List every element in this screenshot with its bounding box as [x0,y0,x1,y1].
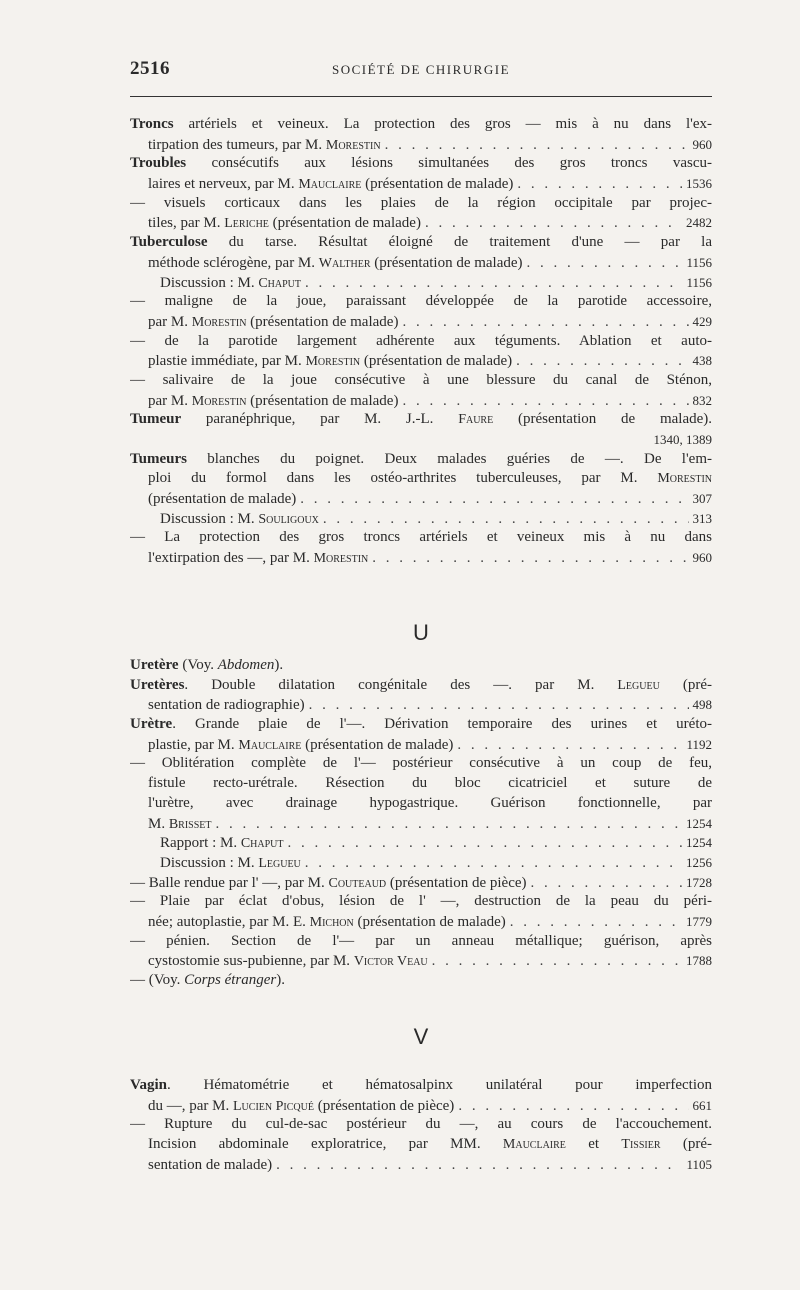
index-line [130,194,712,214]
entry-fragment: par M. [148,313,192,330]
entry-fragment: tiles, par M. [148,215,225,232]
index-line [130,450,712,470]
leader-dots [372,549,688,568]
entry-text [148,736,453,755]
entry-text [148,952,428,971]
index-line [130,253,712,273]
author-name: Chaput [258,275,302,291]
author-name: Couteaud [328,875,387,891]
page-reference: 1156 [686,274,712,290]
leader-dots [276,1156,682,1175]
page-reference: 1779 [686,913,712,929]
entry-text [148,470,712,486]
entry-text [148,795,712,811]
entry-headword: Tuberculose [130,234,208,251]
entry-text [148,1136,712,1152]
entry-text [148,313,398,332]
index-line [130,273,712,293]
index-line [130,656,712,676]
index-line [130,1155,712,1175]
index-line [130,814,712,834]
entry-headword: Uretères [130,676,185,693]
entry-fragment: ). [274,657,284,673]
entry-text [130,677,712,693]
index-line [130,1096,712,1116]
entry-text [148,549,368,568]
index-line [130,971,712,991]
author-name: Mauclaire [298,177,362,193]
cross-reference: Abdomen [217,657,275,673]
entry-fragment: (pré- [659,676,712,693]
leader-dots [510,913,682,932]
leader-dots [527,254,683,273]
page-reference: 1254 [686,835,712,851]
entry-text [148,352,512,371]
entry-fragment: — de la parotide largement adhérente aux téguments. Ablation et auto- [130,332,712,349]
entry-text [130,1077,712,1093]
author-name: Mauclaire [238,737,302,753]
entry-fragment: — salivaire de la joue consécutive à une blessure du canal de Sténon, [130,371,712,388]
leader-dots [516,352,688,371]
index-line [130,676,712,696]
page-reference: 960 [692,550,712,566]
entry-fragment: ). [276,972,286,988]
index-line [130,932,712,952]
entry-fragment: — Rupture du cul-de-sac postérieur du —, au cours de l'accouchement. [130,1116,712,1133]
entry-fragment: du tarse. Résultat éloigné de traitement d'une — par la [207,234,712,251]
entry-text [130,933,712,949]
leader-dots [457,736,682,755]
author-name: Lucien Picqué [233,1098,314,1114]
entry-fragment: l'extirpation des —, par M. [148,550,314,567]
entry-fragment: (présentation de malade) [301,736,454,753]
entry-text [148,214,421,233]
entry-fragment: (présentation de malade) [353,913,506,930]
index-line [130,853,712,873]
entry-fragment: . Double dilatation congénitale des —. par M. [184,676,618,693]
leader-dots [517,175,682,194]
page-reference: 1340, 1389 [653,432,712,447]
entry-fragment: — pénien. Section de l'— par un anneau métallique; guérison, après [130,932,712,949]
page-reference: 1728 [686,874,712,890]
entry-text [130,529,712,545]
index-line [130,292,712,312]
leader-dots [425,214,682,233]
index-line [130,754,712,774]
author-name: Morestin [305,354,361,370]
section-t-entries [130,115,712,568]
index-line [130,548,712,568]
entry-fragment: (présentation de malade) [361,176,514,193]
entry-text [130,293,712,309]
entry-fragment: — (Voy. [130,972,185,988]
author-name: Michon [309,914,354,930]
entry-headword: Tumeurs [130,450,187,467]
page-reference: 1192 [686,736,712,752]
author-name: Faure [458,412,494,428]
entry-fragment: Rapport : M. [160,835,241,852]
index-line [130,410,712,430]
leader-dots [432,952,682,971]
leader-dots [402,313,688,332]
index-line [130,715,712,735]
entry-fragment: — maligne de la joue, paraissant développée de la parotide accessoire, [130,293,712,310]
index-line [130,174,712,194]
entry-fragment: plastie, par M. [148,736,239,753]
entry-fragment: (présentation de malade). [493,411,712,428]
entry-text [160,834,284,853]
page-reference: 832 [692,392,712,408]
entry-text [148,1097,454,1116]
entry-fragment: (pré- [660,1136,712,1153]
entry-headword: Uretère [130,657,179,673]
leader-dots [305,274,682,293]
page-reference: 661 [692,1097,712,1113]
page-reference: 2482 [686,215,712,231]
author-name: Morestin [325,137,381,153]
index-line [130,391,712,411]
author-name: Brisset [168,816,212,832]
entry-headword: Troubles [130,155,187,172]
index-line [130,332,712,352]
index-line [130,509,712,529]
entry-fragment: . Hématométrie et hématosalpinx unilatéral pour imperfection [166,1077,712,1093]
index-line [130,833,712,853]
index-line [130,154,712,174]
entry-fragment: M. [148,815,169,832]
entry-fragment: consécutifs aux lésions simultanées des gros troncs vascu- [186,155,712,172]
leader-dots [531,874,682,893]
page-reference: 1105 [686,1156,712,1172]
page-reference: 960 [692,136,712,152]
leader-dots [305,854,682,873]
entry-fragment: — Oblitération complète de l'— postérieur consécutive à un coup de feu, [130,755,712,772]
leader-dots [402,392,688,411]
entry-text [160,510,319,529]
author-name: Leriche [224,216,269,232]
index-line [130,469,712,489]
index-line [130,774,712,794]
entry-text [160,854,301,873]
entry-fragment: (présentation de malade) [246,313,399,330]
entry-fragment: laires et nerveux, par M. [148,176,299,193]
leader-dots [309,696,689,715]
index-line [130,430,712,450]
entry-fragment: du —, par M. [148,1097,233,1114]
entry-fragment: (présentation de malade) [268,215,421,232]
index-line [130,233,712,253]
page-number: 2516 [130,58,170,79]
entry-fragment: Incision abdominale exploratrice, par MM. [148,1136,503,1153]
index-line [130,351,712,371]
entry-fragment: par M. [148,392,192,409]
entry-text [130,116,712,132]
entry-text [130,451,712,467]
author-name: Morestin [313,551,369,567]
index-line [130,1135,712,1155]
entry-fragment: — Balle rendue par l' —, par M. [130,874,329,891]
entry-text [148,913,506,932]
index-line [130,371,712,391]
index-line [130,735,712,755]
page-reference: 1788 [686,953,712,969]
entry-fragment: artériels et veineux. La protection des gros — mis à nu dans l'ex- [173,116,712,132]
entry-fragment: (Voy. [178,657,218,673]
index-line [130,912,712,932]
author-name: Mauclaire [502,1137,566,1153]
index-line [130,951,712,971]
index-line [130,528,712,548]
entry-text [130,234,712,250]
entry-fragment: (présentation de malade) [148,491,297,508]
page-reference: 438 [692,353,712,369]
page-reference: 1256 [686,854,712,870]
page-reference: 1156 [686,254,712,270]
entry-headword: Troncs [130,116,174,132]
entry-text [130,195,712,211]
entry-fragment: cystostomie sus-pubienne, par M. [148,953,354,970]
author-name: Walther [318,255,371,271]
entry-fragment: — Plaie par éclat d'obus, lésion de l' —, destruction de la peau du péri- [130,893,712,910]
page-reference: 307 [692,491,712,507]
leader-dots [288,834,682,853]
index-line [130,213,712,233]
entry-fragment: ploi du formol dans les ostéo-arthrites tuberculeuses, par M. [148,470,658,487]
entry-text [148,136,381,155]
header-rule [130,96,712,97]
author-name: Legueu [617,677,660,693]
author-name: Legueu [258,855,301,871]
entry-fragment: sentation de malade) [148,1156,273,1173]
entry-fragment: Discussion : M. [160,854,259,871]
author-name: Tissier [621,1137,661,1153]
entry-fragment: paranéphrique, par M. J.-L. [181,411,459,428]
section-letter-v: V [413,1024,429,1049]
cross-reference: Corps étranger [184,972,277,988]
entry-fragment: l'urètre, avec drainage hypogastrique. Guérison fonctionnelle, par [148,794,712,811]
leader-dots [385,136,689,155]
entry-text [130,1116,712,1132]
index-line [130,489,712,509]
entry-fragment: née; autoplastie, par M. E. [148,913,310,930]
author-name: Morestin [657,471,712,487]
entry-text [130,333,712,349]
author-name: Victor Veau [353,954,428,970]
running-title: SOCIÉTÉ DE CHIRURGIE [331,62,511,77]
entry-fragment: (présentation de pièce) [313,1097,455,1114]
page-header [130,58,712,88]
entry-text [130,874,527,893]
entry-headword: Vagin [130,1077,167,1093]
page-reference: 1536 [686,176,712,192]
entry-fragment: (présentation de malade) [370,254,523,271]
entry-fragment: blanches du poignet. Deux malades guéries de —. De l'em- [186,450,712,467]
section-letter-u: U [413,620,429,645]
author-name: Souligoux [258,511,319,527]
entry-fragment: Discussion : M. [160,274,259,291]
entry-fragment: méthode sclérogène, par M. [148,254,319,271]
page-reference: 498 [692,697,712,713]
entry-fragment: (présentation de malade) [360,353,513,370]
entry-text [160,274,301,293]
entry-text [148,175,513,194]
entry-text [130,411,712,427]
index-line [130,115,712,135]
page-reference: 1254 [686,815,712,831]
entry-text [148,490,296,509]
index-line [130,312,712,332]
entry-fragment: (présentation de pièce) [386,874,527,891]
entry-fragment: (présentation de malade) [246,392,399,409]
index-line [130,1076,712,1096]
index-line [130,1115,712,1135]
entry-text [130,372,712,388]
entry-fragment: plastie immédiate, par M. [148,353,306,370]
entry-text [130,657,283,673]
entry-fragment: tirpation des tumeurs, par M. [148,136,326,153]
entry-text [130,893,712,909]
entry-fragment: fistule recto-urétrale. Résection du bloc cicatriciel et suture de [148,775,712,792]
entry-fragment: Discussion : M. [160,510,259,527]
author-name: Chaput [240,836,284,852]
index-line [130,794,712,814]
section-u-entries [130,656,712,991]
index-line [130,135,712,155]
entry-headword: Urètre [130,716,173,733]
page-reference: 429 [692,313,712,329]
entry-text [130,716,712,732]
leader-dots [458,1097,688,1116]
author-name: Morestin [191,393,247,409]
entry-text [148,775,712,791]
leader-dots [216,815,682,834]
entry-text [148,815,212,834]
entry-text [148,392,398,411]
entry-text [148,254,523,273]
entry-text [148,1156,272,1175]
entry-text [130,755,712,771]
leader-dots [300,490,688,509]
leader-dots [323,510,689,529]
index-line [130,892,712,912]
entry-fragment: . Grande plaie de l'—. Dérivation temporaire des urines et uréto- [172,716,712,733]
entry-fragment: et [565,1136,622,1153]
entry-fragment: — visuels corticaux dans les plaies de la région occipitale par projec- [130,194,712,211]
entry-text [130,972,285,988]
page-reference: 313 [692,510,712,526]
section-v-entries [130,1076,712,1174]
entry-fragment: sentation de radiographie) [148,697,305,714]
index-line [130,873,712,893]
entry-text [148,696,305,715]
entry-fragment: — La protection des gros troncs artériels et veineux mis à nu dans [130,529,712,546]
entry-headword: Tumeur [130,411,182,428]
index-line [130,695,712,715]
entry-text [130,155,712,171]
author-name: Morestin [191,314,247,330]
